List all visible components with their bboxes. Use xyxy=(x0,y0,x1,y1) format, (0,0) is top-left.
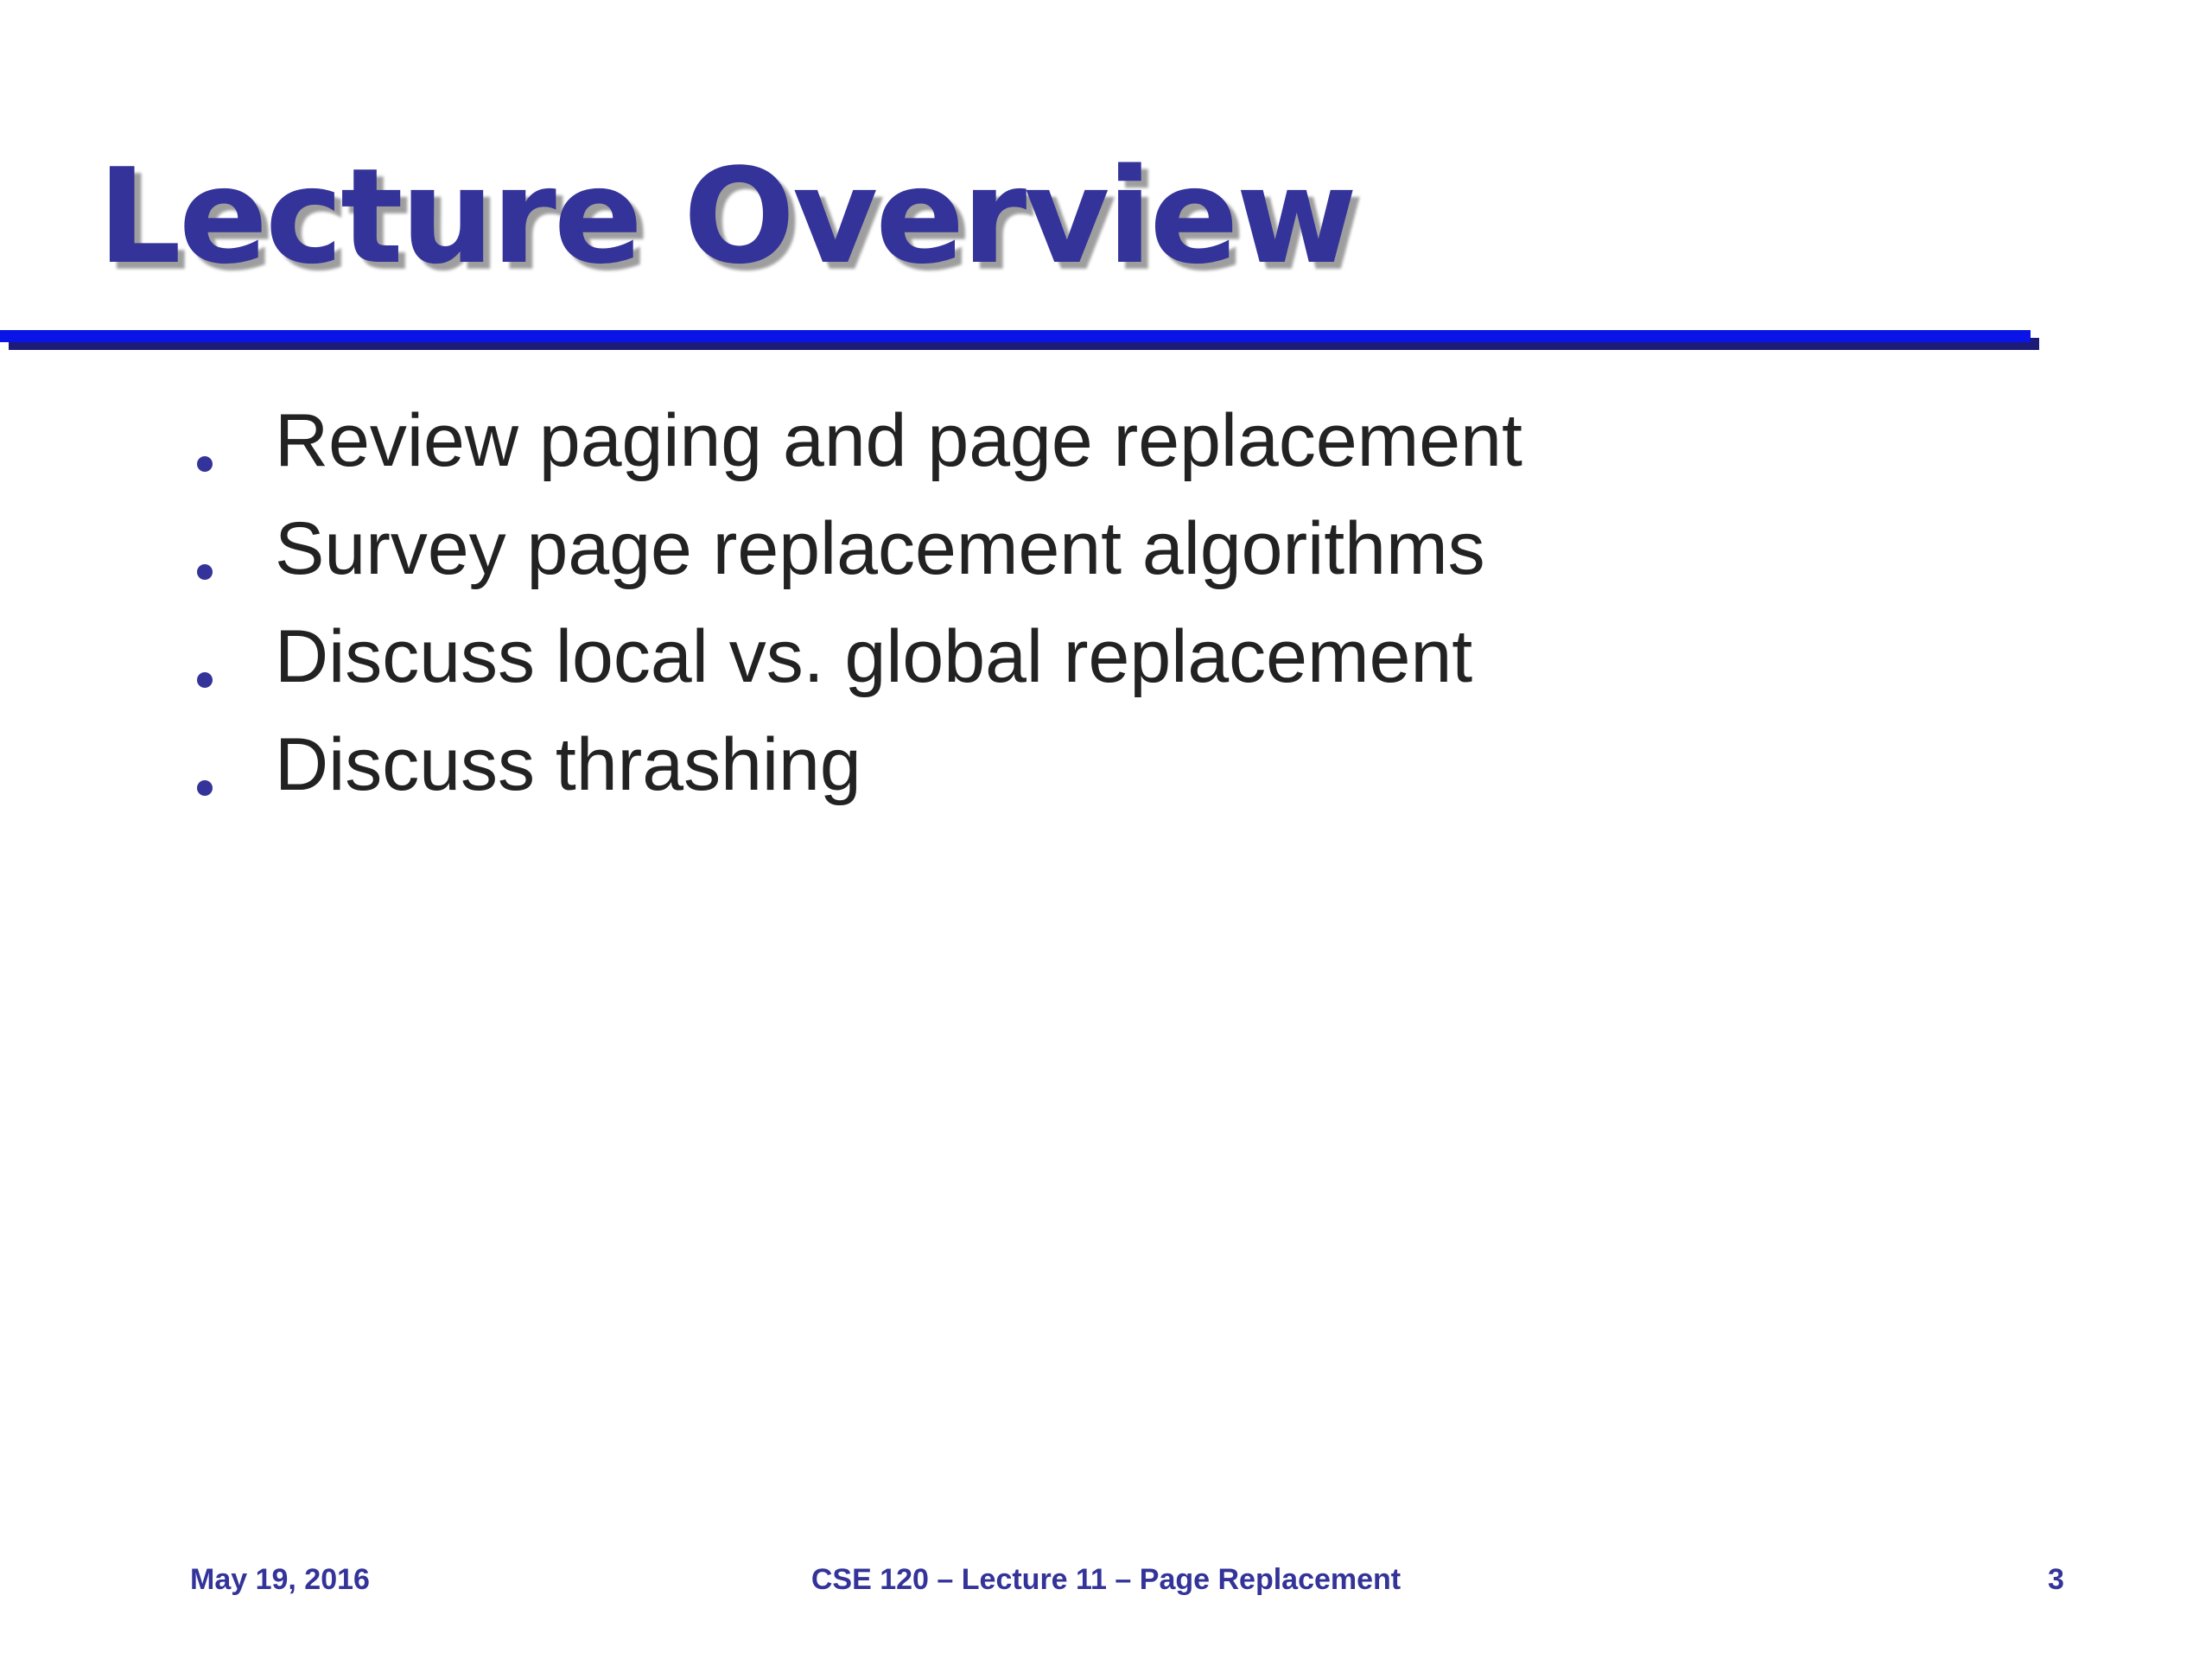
bullet-text: Survey page replacement algorithms xyxy=(275,507,1485,590)
slide-title: Lecture Overview xyxy=(98,140,1355,293)
footer-date: May 19, 2016 xyxy=(190,1563,370,1596)
bullet-dot-icon xyxy=(197,456,213,472)
bullet-item xyxy=(0,721,1555,808)
footer-course-title: CSE 120 – Lecture 11 – Page Replacement xyxy=(810,1563,1402,1596)
bullet-item xyxy=(0,505,1555,592)
bullet-dot-icon xyxy=(197,780,213,796)
bullet-text: Review paging and page replacement xyxy=(275,399,1522,482)
bullet-dot-icon xyxy=(197,672,213,688)
bullet-text: Discuss local vs. global replacement xyxy=(275,615,1473,698)
bullet-item xyxy=(0,613,1555,700)
bullet-item xyxy=(0,397,1555,484)
bullet-text: Discuss thrashing xyxy=(275,723,861,806)
title-underline-rule xyxy=(0,330,2031,342)
footer-page-number: 3 xyxy=(2048,1563,2064,1596)
bullet-dot-icon xyxy=(197,564,213,580)
